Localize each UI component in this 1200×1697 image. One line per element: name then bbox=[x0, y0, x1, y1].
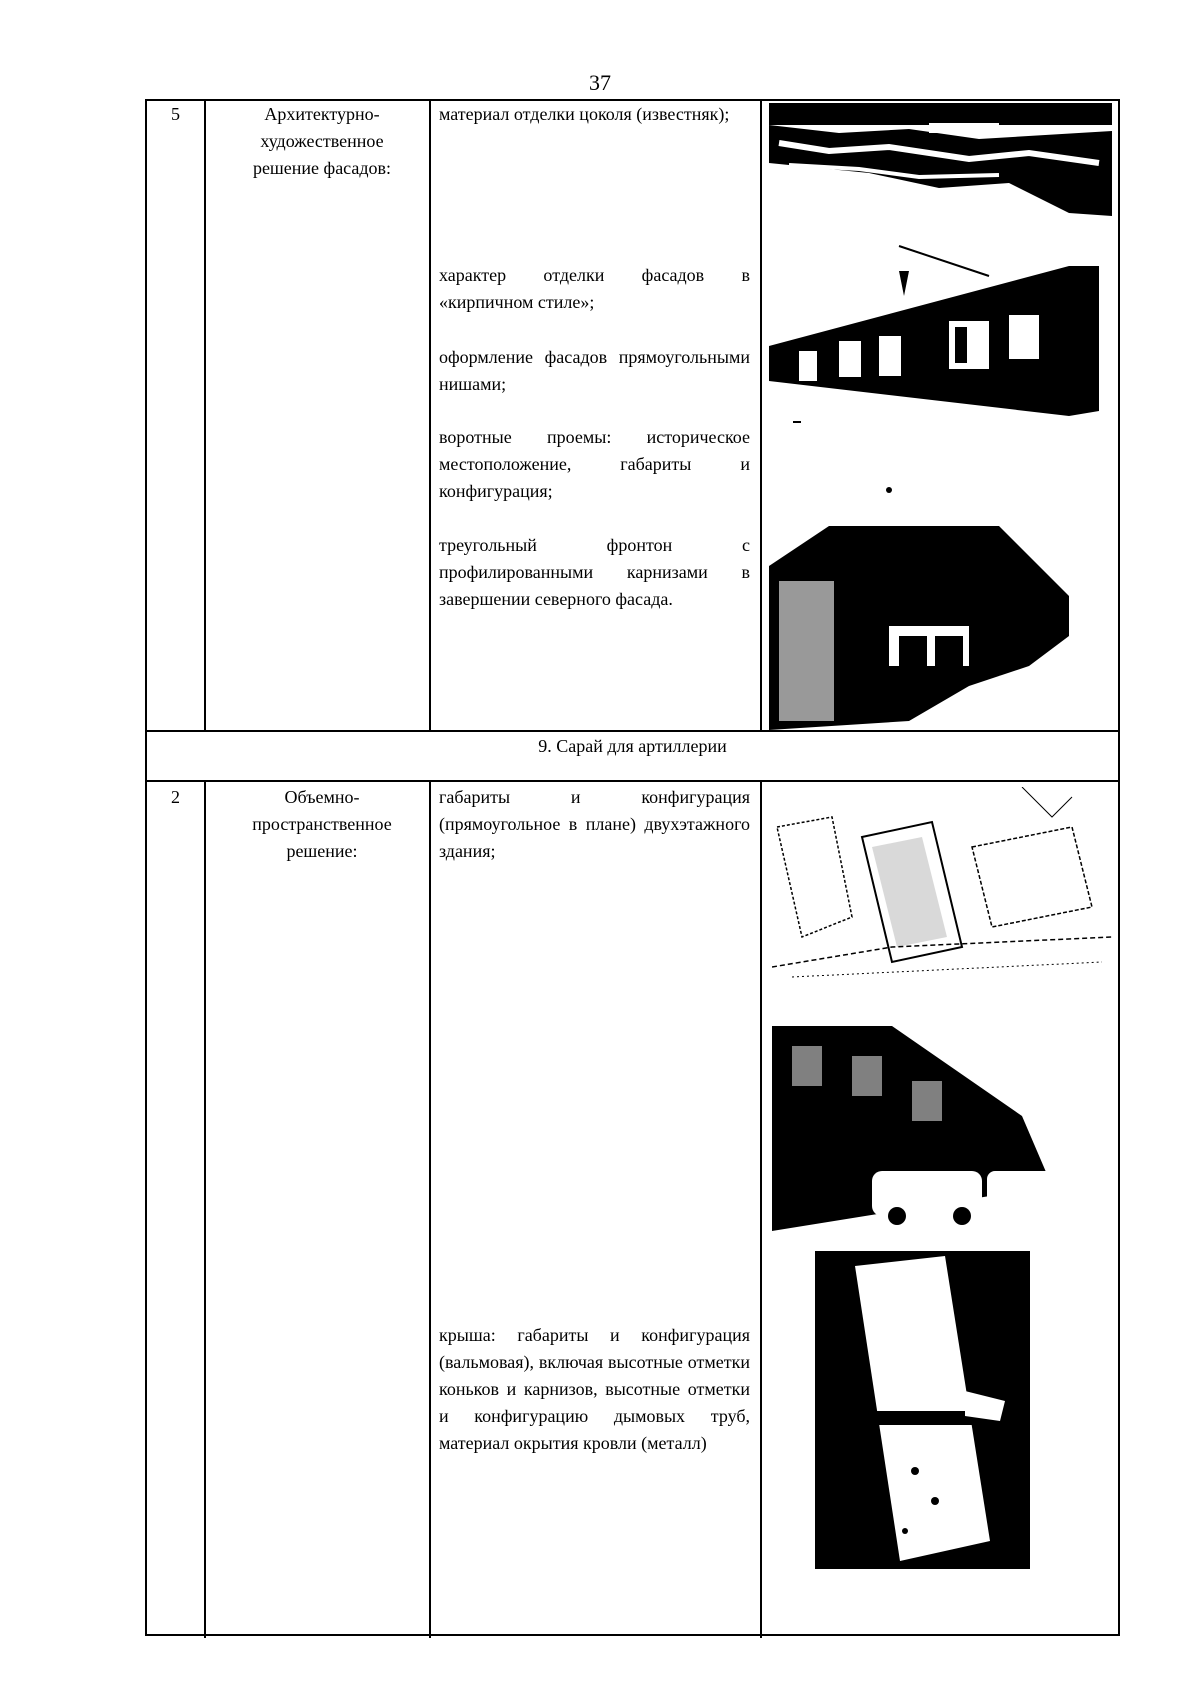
feature-item: крыша: габариты и конфигурация (вальмовая), включая высотные отметки коньков и карнизов, высотные отметки и конфигурацию дымовых труб, материал окрытия кровли (металл) bbox=[439, 1325, 750, 1453]
feature-item: характер отделки фасадов в «кирпичном стиле»; bbox=[439, 265, 750, 312]
feature-item: треугольный фронтон с профилированными карнизами в завершении северного фасада. bbox=[439, 535, 750, 609]
feature-item: воротные проемы: историческое местоположение, габариты и конфигурация; bbox=[439, 427, 750, 501]
column-divider bbox=[760, 101, 762, 732]
row-number: 2 bbox=[171, 787, 180, 807]
building-photo bbox=[772, 1026, 1112, 1231]
row-divider bbox=[147, 730, 1118, 732]
column-divider bbox=[429, 782, 431, 1638]
site-plan-image bbox=[772, 787, 1112, 992]
feature-item: оформление фасадов прямоугольными нишами; bbox=[439, 347, 750, 394]
column-divider bbox=[204, 782, 206, 1638]
monument-table bbox=[145, 99, 1120, 1636]
column-divider bbox=[204, 101, 206, 732]
feature-name: Объемно-пространственное решение: bbox=[252, 787, 392, 861]
row-number: 5 bbox=[171, 104, 180, 124]
feature-item: материал отделки цоколя (известняк); bbox=[439, 104, 730, 124]
plinth-photo bbox=[769, 103, 1112, 216]
section-title: 9. Сарай для артиллерии bbox=[538, 736, 727, 756]
north-facade-photo bbox=[769, 486, 1112, 730]
row-divider bbox=[147, 780, 1118, 782]
column-divider bbox=[760, 782, 762, 1638]
page-number: 37 bbox=[589, 70, 611, 95]
feature-item: габариты и конфигурация (прямоугольное в плане) двухэтажного здания; bbox=[439, 787, 750, 861]
feature-name: Архитектурно-художественное решение фасадов: bbox=[252, 104, 392, 178]
aerial-roof-photo bbox=[815, 1251, 1030, 1569]
facade-photo bbox=[769, 241, 1112, 451]
column-divider bbox=[429, 101, 431, 732]
